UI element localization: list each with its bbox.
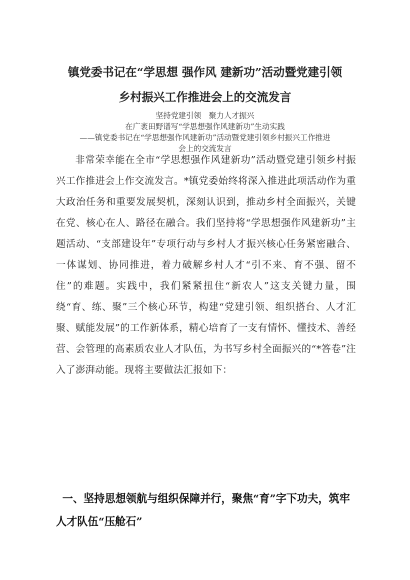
body-text bbox=[56, 150, 356, 381]
section-heading bbox=[56, 488, 356, 534]
body-paragraph: 非常荣幸能在全市“学思想强作风建新功”活动暨党建引领乡村振兴工作推进会上作交流发言。*镇党委始终将深入推进此项活动作为重大政治任务和重要发展契机，深刻认识到，推动乡村全面振兴，关键在党、核心在人、路径在融合。我们坚持将“学思想强作风建新功”主题活动、“支部建设年”专项行动与乡村人才振兴核心任务紧密融合、一体谋划、协同推进，着力破解乡村人才“引不来、育不强、留不住”的难题。实践中，我们紧紧扭住“新农人”这支关键力量，围绕“育、练、聚”三个核心环节，构建“党建引领、组织搭台、人才汇聚、赋能发展”的工作新体系，精心培育了一支有情怀、懂技术、善经营、会管理的高素质农业人才队伍，为书写乡村全面振兴的“*答卷”注入了澎湃动能。现将主要做法汇报如下： bbox=[56, 155, 356, 376]
subtitle-line: 会上的交流发言 bbox=[178, 144, 232, 153]
document-title bbox=[40, 60, 370, 110]
subtitle-line: 在广袤田野谱写“学思想强作风建新功”生动实践 bbox=[125, 122, 285, 131]
subtitle-line: 坚持党建引领 聚力人才振兴 bbox=[155, 111, 255, 120]
subtitle-line: ——镇党委书记在“学思想强作风建新功”活动暨党建引领乡村振兴工作推进 bbox=[79, 133, 331, 142]
document-subtitle bbox=[56, 110, 354, 154]
title-line: 镇党委书记在“学思想 强作风 建新功”活动暨党建引领 bbox=[67, 65, 343, 79]
title-line: 乡村振兴工作推进会上的交流发言 bbox=[118, 90, 292, 104]
section-heading-text: 一、坚持思想领航与组织保障并行，聚焦“育”字下功夫，筑牢人才队伍“压舱石” bbox=[56, 493, 350, 528]
